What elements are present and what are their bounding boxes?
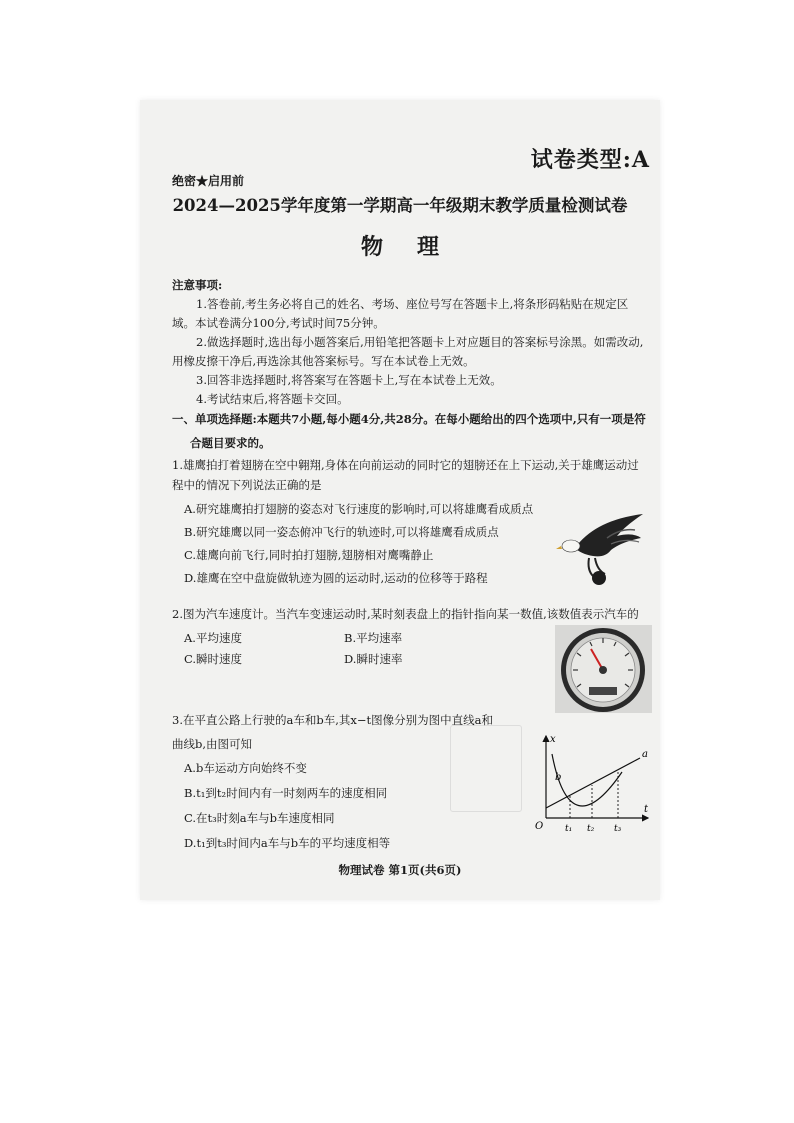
tick-label-t3: t₃ (614, 824, 622, 834)
question-3 (172, 708, 522, 852)
option-a[interactable]: A.平均速度 (184, 631, 242, 645)
origin-label: O (535, 821, 544, 832)
x-axis-label: t (644, 804, 649, 815)
option-b[interactable]: B.平均速率 (344, 631, 403, 645)
notes-heading: 注意事项: (172, 278, 223, 292)
curve-b (552, 754, 622, 806)
xt-graph (530, 730, 655, 838)
question-stem: 3.在平直公路上行驶的a车和b车,其x−t图像分别为图中直线a和曲线b,由图可知 (172, 713, 493, 751)
secret-mark: 绝密★启用前 (172, 174, 245, 188)
option-b[interactable]: B.研究雄鹰以同一姿态俯冲飞行的轨迹时,可以将雄鹰看成质点 (184, 525, 499, 539)
subject-title: 物理 (360, 234, 473, 260)
tick-label-t2: t₂ (587, 824, 595, 834)
exam-title: 2024—2025学年度第一学期高一年级期末教学质量检测试卷 (172, 196, 628, 215)
option-c[interactable]: C.在t₃时刻a车与b车速度相同 (184, 811, 335, 825)
option-d[interactable]: D.t₁到t₃时间内a车与b车的平均速度相等 (184, 836, 391, 850)
option-a[interactable]: A.b车运动方向始终不变 (184, 761, 307, 775)
note-item: 4.考试结束后,将答题卡交回。 (196, 392, 349, 406)
page-footer: 物理试卷 第1页(共6页) (338, 863, 462, 877)
note-item: 1.答卷前,考生务必将自己的姓名、考场、座位号写在答题卡上,将条形码粘贴在规定区域。本试卷满分100分,考试时间75分钟。 (172, 297, 629, 330)
note-item: 3.回答非选择题时,将答案写在答题卡上,写在本试卷上无效。 (196, 373, 502, 387)
question-stem: 2.图为汽车速度计。当汽车变速运动时,某时刻表盘上的指针指向某一数值,该数值表示汽车的 (172, 607, 639, 621)
option-d[interactable]: D.瞬时速率 (344, 652, 403, 666)
option-a[interactable]: A.研究雄鹰拍打翅膀的姿态对飞行速度的影响时,可以将雄鹰看成质点 (184, 502, 534, 516)
eagle-photo (555, 508, 647, 588)
question-stem: 1.雄鹰拍打着翅膀在空中翱翔,身体在向前运动的同时它的翅膀还在上下运动,关于雄鹰运动过程中的情况下列说法正确的是 (172, 458, 639, 492)
option-c[interactable]: C.雄鹰向前飞行,同时拍打翅膀,翅膀相对鹰嘴静止 (184, 548, 434, 562)
speedometer-photo (555, 625, 652, 713)
note-item: 2.做选择题时,选出每小题答案后,用铅笔把答题卡上对应题目的答案标号涂黑。如需改动,用橡皮擦干净后,再选涂其他答案标号。写在本试卷上无效。 (172, 335, 644, 368)
notes-block (172, 276, 650, 409)
paper-type-label: 试卷类型:A (530, 147, 650, 173)
section-heading (172, 407, 650, 455)
option-c[interactable]: C.瞬时速度 (184, 652, 243, 666)
tick-label-t1: t₁ (565, 824, 573, 834)
y-axis-label: x (550, 734, 556, 745)
curve-b-label: b (555, 772, 562, 783)
line-a-label: a (642, 749, 648, 760)
option-d[interactable]: D.雄鹰在空中盘旋做轨迹为圆的运动时,运动的位移等于路程 (184, 571, 488, 585)
option-b[interactable]: B.t₁到t₂时间内有一时刻两车的速度相同 (184, 786, 388, 800)
section-heading-text: 一、单项选择题:本题共7小题,每小题4分,共28分。在每小题给出的四个选项中,只有一项是符合题目要求的。 (172, 412, 646, 450)
